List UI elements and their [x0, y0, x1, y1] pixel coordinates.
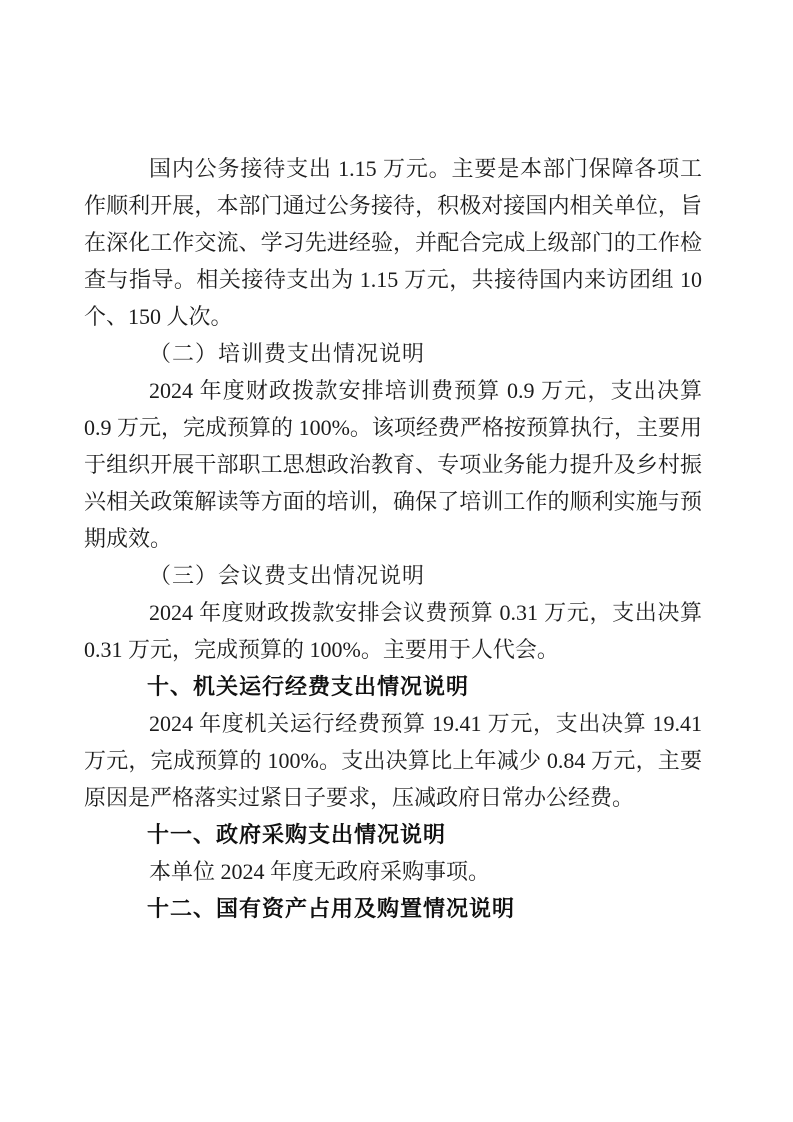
heading-section-10-agency-operating-expense: 十、机关运行经费支出情况说明 — [147, 674, 470, 699]
heading-meeting-fee-explanation: （三）会议费支出情况说明 — [149, 563, 426, 588]
heading-training-fee-explanation: （二）培训费支出情况说明 — [149, 341, 426, 366]
document-content — [84, 150, 702, 927]
paragraph-training-fee-details: 2024 年度财政拨款安排培训费预算 0.9 万元，支出决算 0.9 万元，完成预算的 100%。该项经费严格按预算执行，主要用于组织开展干部职工思想政治教育、专项业务能力提升及乡村振兴相关政策解读等方面的培训，确保了培训工作的顺利实施与预期成效。 — [84, 378, 702, 551]
paragraph-agency-operating-expense-details: 2024 年度机关运行经费预算 19.41 万元，支出决算 19.41 万元，完成预算的 100%。支出决算比上年减少 0.84 万元，主要原因是严格落实过紧日子要求，压减政府日常办公经费。 — [84, 711, 702, 810]
paragraph-domestic-reception-expense: 国内公务接待支出 1.15 万元。主要是本部门保障各项工作顺利开展，本部门通过公务接待，积极对接国内相关单位，旨在深化工作交流、学习先进经验，并配合完成上级部门的工作检查与指导。相关接待支出为 1.15 万元，共接待国内来访团组 10 个、150 人次。 — [84, 156, 702, 329]
paragraph-meeting-fee-details: 2024 年度财政拨款安排会议费预算 0.31 万元，支出决算 0.31 万元，完成预算的 100%。主要用于人代会。 — [84, 600, 702, 662]
heading-section-12-state-owned-assets: 十二、国有资产占用及购置情况说明 — [147, 896, 516, 921]
heading-section-11-government-procurement: 十一、政府采购支出情况说明 — [147, 822, 447, 847]
paragraph-government-procurement-details: 本单位 2024 年度无政府采购事项。 — [149, 859, 491, 884]
